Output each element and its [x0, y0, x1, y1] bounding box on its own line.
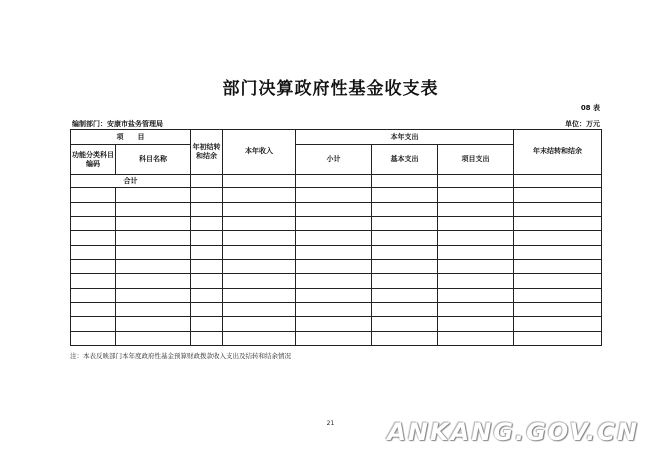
table-cell — [191, 331, 223, 345]
table-cell — [223, 175, 296, 188]
header-subject-name: 科目名称 — [116, 145, 191, 175]
header-subtotal: 小计 — [296, 145, 372, 175]
table-cell — [191, 259, 223, 273]
table-cell — [191, 317, 223, 331]
table-cell — [191, 216, 223, 230]
table-cell — [296, 231, 372, 245]
table-cell — [372, 259, 438, 273]
table-cell — [116, 202, 191, 216]
table-cell — [296, 202, 372, 216]
table-cell — [296, 245, 372, 259]
table-cell — [514, 331, 602, 345]
table-cell — [372, 188, 438, 202]
table-cell — [116, 288, 191, 302]
table-cell — [223, 288, 296, 302]
table-cell — [514, 231, 602, 245]
header-item: 项 目 — [71, 130, 191, 145]
table-cell — [372, 216, 438, 230]
table-cell — [116, 259, 191, 273]
table-cell — [438, 288, 514, 302]
table-cell — [223, 302, 296, 316]
table-cell — [116, 231, 191, 245]
table-cell — [514, 216, 602, 230]
header-project: 项目支出 — [438, 145, 514, 175]
table-cell — [438, 202, 514, 216]
table-cell — [438, 302, 514, 316]
table-cell — [223, 231, 296, 245]
table-cell — [438, 331, 514, 345]
table-cell — [514, 175, 602, 188]
header-income: 本年收入 — [223, 130, 296, 175]
page-number: 21 — [326, 420, 335, 427]
footnote: 注：本表反映部门本年度政府性基金预算财政拨款收入支出及结转和结余情况 — [70, 352, 291, 360]
table-cell — [223, 274, 296, 288]
table-cell — [296, 331, 372, 345]
table-cell — [296, 288, 372, 302]
table-cell — [296, 175, 372, 188]
table-cell — [514, 274, 602, 288]
table-cell — [372, 175, 438, 188]
table-cell — [296, 188, 372, 202]
table-cell — [191, 274, 223, 288]
table-row — [71, 259, 602, 273]
table-cell — [372, 202, 438, 216]
table-cell — [116, 188, 191, 202]
table-row — [71, 331, 602, 345]
table-cell — [71, 216, 116, 230]
table-row — [71, 188, 602, 202]
header-expenditure: 本年支出 — [296, 130, 514, 145]
table-cell — [71, 302, 116, 316]
table-cell — [372, 302, 438, 316]
table-cell — [116, 317, 191, 331]
table-cell — [372, 274, 438, 288]
table-cell — [116, 245, 191, 259]
table-cell — [191, 202, 223, 216]
table-cell — [223, 188, 296, 202]
header-opening-balance: 年初结转和结余 — [191, 130, 223, 175]
table-cell — [191, 188, 223, 202]
header-closing-balance: 年末结转和结余 — [514, 130, 602, 175]
table-cell — [191, 302, 223, 316]
table-cell — [514, 317, 602, 331]
table-cell — [191, 175, 223, 188]
table-cell — [71, 245, 116, 259]
table-cell — [514, 259, 602, 273]
table-cell — [116, 302, 191, 316]
table-cell — [71, 259, 116, 273]
table-cell — [223, 331, 296, 345]
table-cell — [372, 288, 438, 302]
table-cell — [438, 245, 514, 259]
table-cell — [71, 188, 116, 202]
table-row — [71, 302, 602, 316]
table-cell — [514, 202, 602, 216]
table-row — [71, 274, 602, 288]
table-row — [71, 216, 602, 230]
total-label: 合计 — [71, 175, 191, 188]
table-number: 08 表 — [580, 104, 600, 112]
table-cell — [191, 245, 223, 259]
table-cell — [223, 259, 296, 273]
table-cell — [296, 302, 372, 316]
table-cell — [116, 274, 191, 288]
table-cell — [71, 202, 116, 216]
table-cell — [191, 288, 223, 302]
table-cell — [372, 317, 438, 331]
table-cell — [296, 259, 372, 273]
table-cell — [514, 288, 602, 302]
table-cell — [71, 274, 116, 288]
table-cell — [372, 331, 438, 345]
table-cell — [71, 288, 116, 302]
table-cell — [438, 175, 514, 188]
table-cell — [514, 302, 602, 316]
table-cell — [223, 202, 296, 216]
table-row — [71, 231, 602, 245]
table-cell — [438, 317, 514, 331]
table-cell — [191, 231, 223, 245]
table-cell — [296, 216, 372, 230]
table-cell — [514, 245, 602, 259]
table-cell — [116, 216, 191, 230]
table-cell — [71, 331, 116, 345]
table-cell — [296, 317, 372, 331]
table-row — [71, 317, 602, 331]
header-func-code: 功能分类科目编码 — [71, 145, 116, 175]
table-cell — [223, 245, 296, 259]
table-cell — [116, 331, 191, 345]
table-cell — [438, 188, 514, 202]
unit-label: 单位：万元 — [565, 120, 600, 128]
page-title: 部门决算政府性基金收支表 — [222, 79, 439, 99]
table-cell — [223, 216, 296, 230]
table-cell — [514, 188, 602, 202]
fund-table — [70, 129, 602, 346]
table-cell — [223, 317, 296, 331]
total-row — [71, 175, 602, 188]
table-cell — [296, 274, 372, 288]
table-cell — [71, 231, 116, 245]
table-row — [71, 288, 602, 302]
header-basic: 基本支出 — [372, 145, 438, 175]
table-cell — [438, 274, 514, 288]
org-label: 编制部门：安康市盐务管理局 — [72, 120, 163, 128]
table-row — [71, 245, 602, 259]
site-watermark: ANKANG.GOV.CN — [387, 418, 639, 446]
table-cell — [372, 231, 438, 245]
table-cell — [438, 216, 514, 230]
table-row — [71, 202, 602, 216]
table-cell — [438, 259, 514, 273]
table-cell — [71, 317, 116, 331]
table-cell — [438, 231, 514, 245]
table-cell — [372, 245, 438, 259]
